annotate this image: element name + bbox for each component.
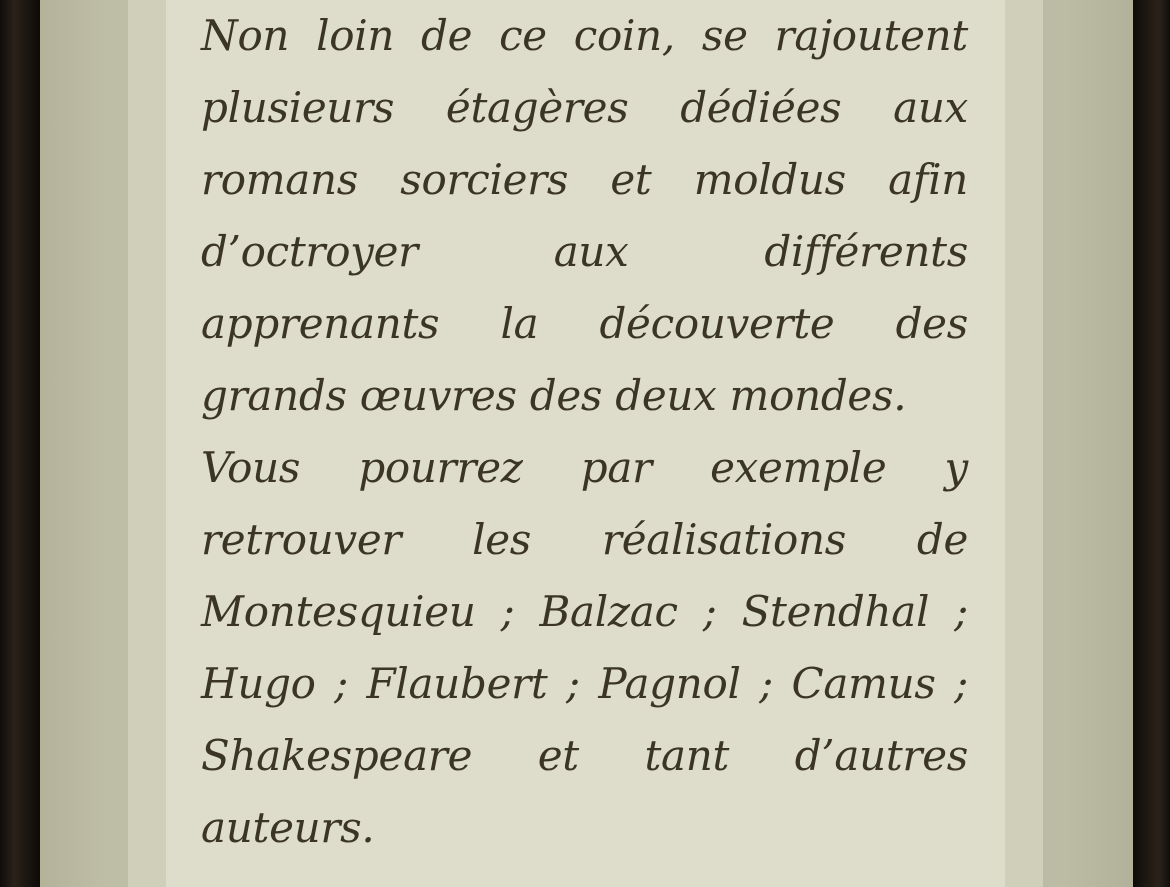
paragraph-authors: Vous pourrez par exemple y retrouver les réalisations de Montesquieu ; Balzac ; Stendhal ; Hugo ; Flaubert ; Pagnol ; Camus ; Shakespeare et tant d’autres auteurs.	[201, 443, 968, 852]
body-text	[201, 0, 968, 864]
paragraph-library-shelves: Non loin de ce coin, se rajoutent plusieurs étagères dédiées aux romans sorciers et moldus afin d’octroyer aux différents apprenants la découverte des grands œuvres des deux mondes.	[201, 11, 968, 420]
frame-left-border	[0, 0, 40, 887]
frame-right-border	[1133, 0, 1170, 887]
